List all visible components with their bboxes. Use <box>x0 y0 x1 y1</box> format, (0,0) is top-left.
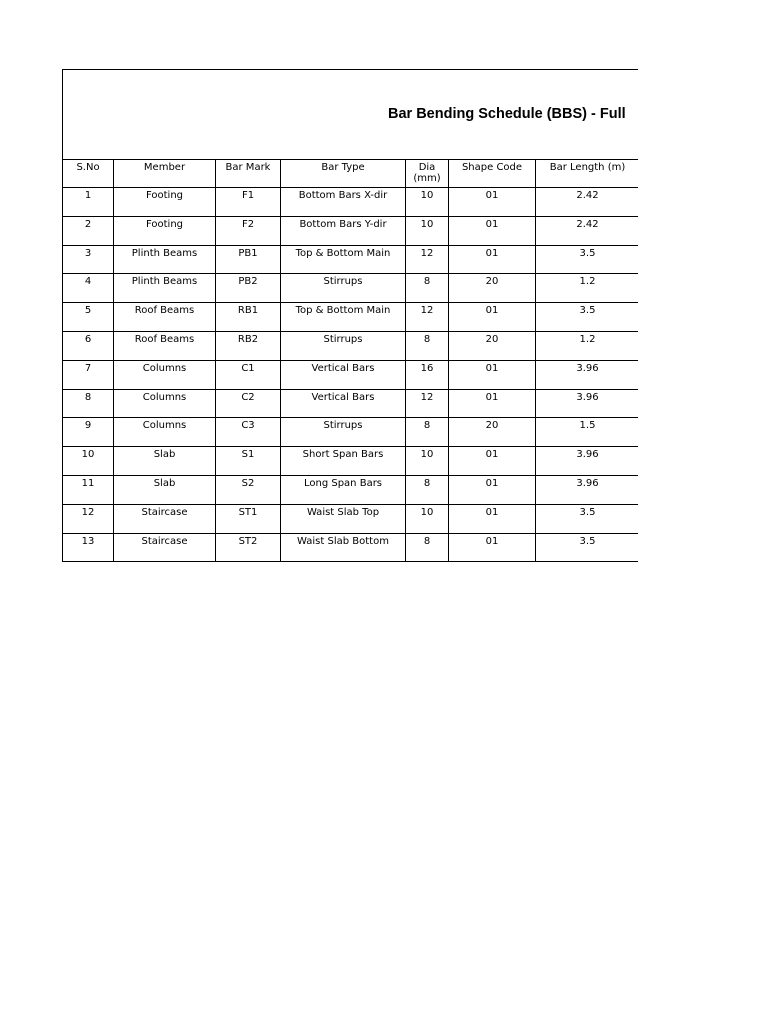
cell-shape-code: 01 <box>449 389 536 418</box>
cell-bar-length: 3.5 <box>536 504 639 533</box>
cell-bar-type: Top & Bottom Main <box>281 303 406 332</box>
table-body <box>63 188 639 562</box>
table-row <box>63 447 639 476</box>
cell-bar-type: Top & Bottom Main <box>281 245 406 274</box>
cell-bar-type: Stirrups <box>281 418 406 447</box>
table-row <box>63 504 639 533</box>
table-row <box>63 389 639 418</box>
cell-bar-mark: ST1 <box>216 504 281 533</box>
table-header-row <box>63 160 639 188</box>
cell-shape-code: 01 <box>449 216 536 245</box>
cell-bar-length: 1.5 <box>536 418 639 447</box>
cell-bar-length: 3.96 <box>536 475 639 504</box>
table-row <box>63 245 639 274</box>
cell-dia: 12 <box>406 303 449 332</box>
bbs-sheet <box>62 69 638 562</box>
cell-sno: 8 <box>63 389 114 418</box>
cell-bar-mark: ST2 <box>216 533 281 562</box>
cell-member: Staircase <box>114 533 216 562</box>
cell-bar-type: Vertical Bars <box>281 360 406 389</box>
table-row <box>63 274 639 303</box>
cell-member: Columns <box>114 360 216 389</box>
cell-sno: 9 <box>63 418 114 447</box>
cell-bar-type: Stirrups <box>281 331 406 360</box>
cell-dia: 8 <box>406 418 449 447</box>
cell-dia: 10 <box>406 447 449 476</box>
bbs-table <box>62 159 638 562</box>
cell-bar-length: 3.96 <box>536 447 639 476</box>
cell-sno: 2 <box>63 216 114 245</box>
header-shape-code: Shape Code <box>449 160 536 188</box>
cell-sno: 1 <box>63 188 114 217</box>
cell-sno: 13 <box>63 533 114 562</box>
cell-sno: 11 <box>63 475 114 504</box>
cell-bar-length: 1.2 <box>536 331 639 360</box>
cell-bar-type: Bottom Bars Y-dir <box>281 216 406 245</box>
cell-bar-mark: PB2 <box>216 274 281 303</box>
cell-sno: 6 <box>63 331 114 360</box>
cell-sno: 12 <box>63 504 114 533</box>
cell-member: Footing <box>114 216 216 245</box>
cell-sno: 5 <box>63 303 114 332</box>
cell-dia: 8 <box>406 331 449 360</box>
cell-dia: 12 <box>406 389 449 418</box>
cell-bar-type: Waist Slab Bottom <box>281 533 406 562</box>
cell-sno: 10 <box>63 447 114 476</box>
cell-bar-type: Waist Slab Top <box>281 504 406 533</box>
header-bar-mark: Bar Mark <box>216 160 281 188</box>
cell-shape-code: 20 <box>449 331 536 360</box>
cell-bar-mark: S1 <box>216 447 281 476</box>
cell-bar-type: Stirrups <box>281 274 406 303</box>
header-member: Member <box>114 160 216 188</box>
table-row <box>63 188 639 217</box>
cell-shape-code: 01 <box>449 447 536 476</box>
cell-member: Roof Beams <box>114 303 216 332</box>
cell-member: Roof Beams <box>114 331 216 360</box>
cell-bar-mark: F2 <box>216 216 281 245</box>
cell-dia: 10 <box>406 188 449 217</box>
cell-dia: 8 <box>406 274 449 303</box>
cell-bar-mark: PB1 <box>216 245 281 274</box>
cell-bar-length: 2.42 <box>536 216 639 245</box>
header-sno: S.No <box>63 160 114 188</box>
cell-dia: 8 <box>406 533 449 562</box>
cell-bar-length: 3.96 <box>536 360 639 389</box>
cell-bar-type: Vertical Bars <box>281 389 406 418</box>
cell-member: Slab <box>114 475 216 504</box>
cell-bar-mark: C2 <box>216 389 281 418</box>
cell-bar-mark: F1 <box>216 188 281 217</box>
cell-sno: 4 <box>63 274 114 303</box>
cell-dia: 8 <box>406 475 449 504</box>
cell-member: Staircase <box>114 504 216 533</box>
title-area <box>62 69 638 159</box>
cell-bar-mark: C1 <box>216 360 281 389</box>
cell-member: Footing <box>114 188 216 217</box>
cell-shape-code: 20 <box>449 274 536 303</box>
cell-bar-length: 1.2 <box>536 274 639 303</box>
header-bar-type: Bar Type <box>281 160 406 188</box>
cell-member: Plinth Beams <box>114 245 216 274</box>
cell-bar-mark: S2 <box>216 475 281 504</box>
table-row <box>63 331 639 360</box>
cell-bar-type: Long Span Bars <box>281 475 406 504</box>
cell-shape-code: 01 <box>449 245 536 274</box>
header-bar-length: Bar Length (m) <box>536 160 639 188</box>
cell-bar-length: 3.5 <box>536 533 639 562</box>
cell-shape-code: 20 <box>449 418 536 447</box>
cell-sno: 7 <box>63 360 114 389</box>
page-title: Bar Bending Schedule (BBS) - Full <box>388 106 626 122</box>
table-row <box>63 475 639 504</box>
cell-shape-code: 01 <box>449 504 536 533</box>
cell-dia: 10 <box>406 504 449 533</box>
cell-shape-code: 01 <box>449 475 536 504</box>
table-row <box>63 360 639 389</box>
table-row <box>63 216 639 245</box>
table-row <box>63 303 639 332</box>
cell-shape-code: 01 <box>449 360 536 389</box>
cell-dia: 10 <box>406 216 449 245</box>
cell-bar-mark: RB2 <box>216 331 281 360</box>
cell-shape-code: 01 <box>449 533 536 562</box>
cell-bar-length: 2.42 <box>536 188 639 217</box>
cell-bar-type: Short Span Bars <box>281 447 406 476</box>
cell-bar-type: Bottom Bars X-dir <box>281 188 406 217</box>
cell-bar-length: 3.5 <box>536 303 639 332</box>
cell-member: Slab <box>114 447 216 476</box>
cell-bar-length: 3.5 <box>536 245 639 274</box>
cell-sno: 3 <box>63 245 114 274</box>
cell-shape-code: 01 <box>449 303 536 332</box>
cell-member: Columns <box>114 389 216 418</box>
table-row <box>63 533 639 562</box>
cell-bar-mark: RB1 <box>216 303 281 332</box>
cell-dia: 16 <box>406 360 449 389</box>
cell-member: Columns <box>114 418 216 447</box>
cell-bar-mark: C3 <box>216 418 281 447</box>
header-dia: Dia (mm) <box>406 160 449 188</box>
cell-bar-length: 3.96 <box>536 389 639 418</box>
cell-shape-code: 01 <box>449 188 536 217</box>
cell-member: Plinth Beams <box>114 274 216 303</box>
table-row <box>63 418 639 447</box>
cell-dia: 12 <box>406 245 449 274</box>
